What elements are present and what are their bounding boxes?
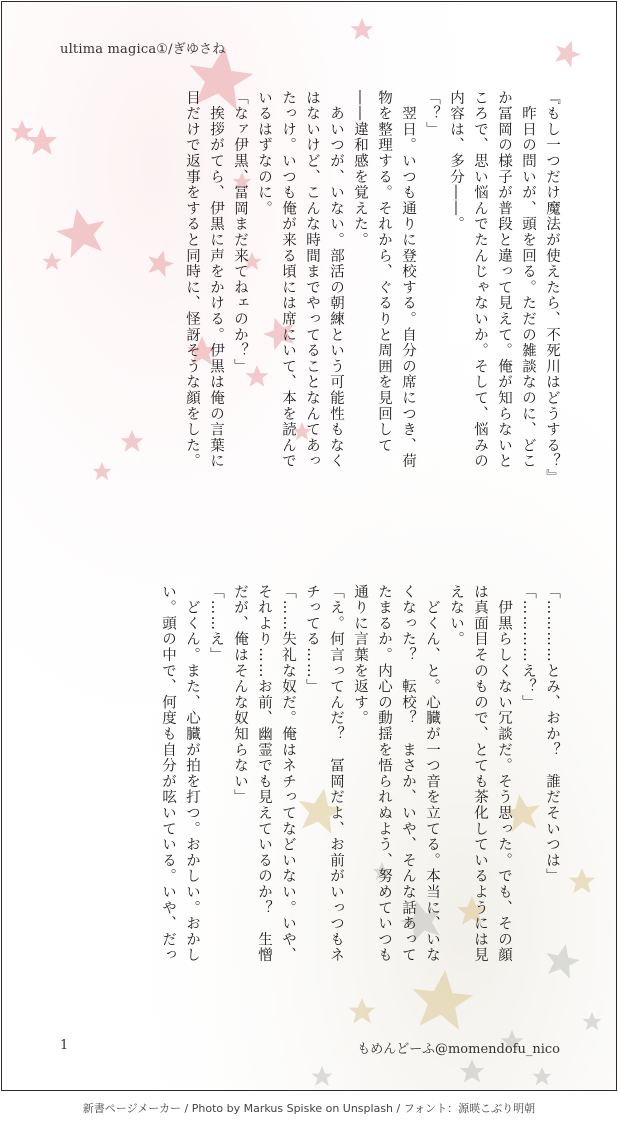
page-number: 1: [60, 1038, 69, 1053]
header-title: ultima magica①/ぎゆさね: [60, 42, 226, 57]
text-columns: [54, 90, 564, 1030]
author-handle: もめんどーふ@momendofu_nico: [357, 1042, 560, 1057]
novel-page: [1, 1, 617, 1091]
lower-text-block: 「…………とみ、おか？ 誰だそいつは」 「…………え？」 伊黒らしくない冗談だ。そう思った。でも、その顔 は真面目そのもので、とても茶化しているようには見 えない。 どくん、と。心臓が一つ音を立てる。本当に、いな くなった？ 転校？ まさか、いや、そんな話あって たまるか。内心の動揺を悟られぬよう、努めていつも 通りに言葉を返す。 「え。何言ってんだ？ 冨岡だよ、お前がいっつもネ チってる……」 「……失礼な奴だ。俺はネチってなどいない。いや、 それより……お前、幽霊でも見えているのか？ 生憎 だが、俺はそんな奴知らない」 「……え」 どくん。また、心臓が拍を打つ。おかしい。おかし い。頭の中で、何度も自分が呟いている。いや、だっ: [160, 584, 560, 964]
credit-line: 新書ページメーカー / Photo by Markus Spiske on Unsplash / フォント：源暎こぶり明朝: [82, 1102, 536, 1115]
upper-text-block: 『もし一つだけ魔法が使えたら、不死川はどうする？』 昨日の問いが、頭を回る。ただの雑談なのに、どこ か冨岡の様子が普段と違って見えて。俺が知らないと ころで、思い悩んでたんじゃないか。そして、悩みの 内容は、多分――。 「？」 翌日。いつも通りに登校する。自分の席につき、荷 物を整理する。それから、ぐるりと周囲を見回して ――違和感を覚えた。 あいつが、いない。部活の朝練という可能性もなく はないけど、こんな時間までやってることなんてあっ たっけ。いつも俺が来る頃には席にいて、本を読んで いるはずなのに。 「なァ伊黒、冨岡まだ来てねェのか？」 挨拶がてら、伊黒に声をかける。伊黒は俺の言葉に 目だけで返事をすると同時に、怪訝そうな顔をした。: [184, 90, 560, 485]
